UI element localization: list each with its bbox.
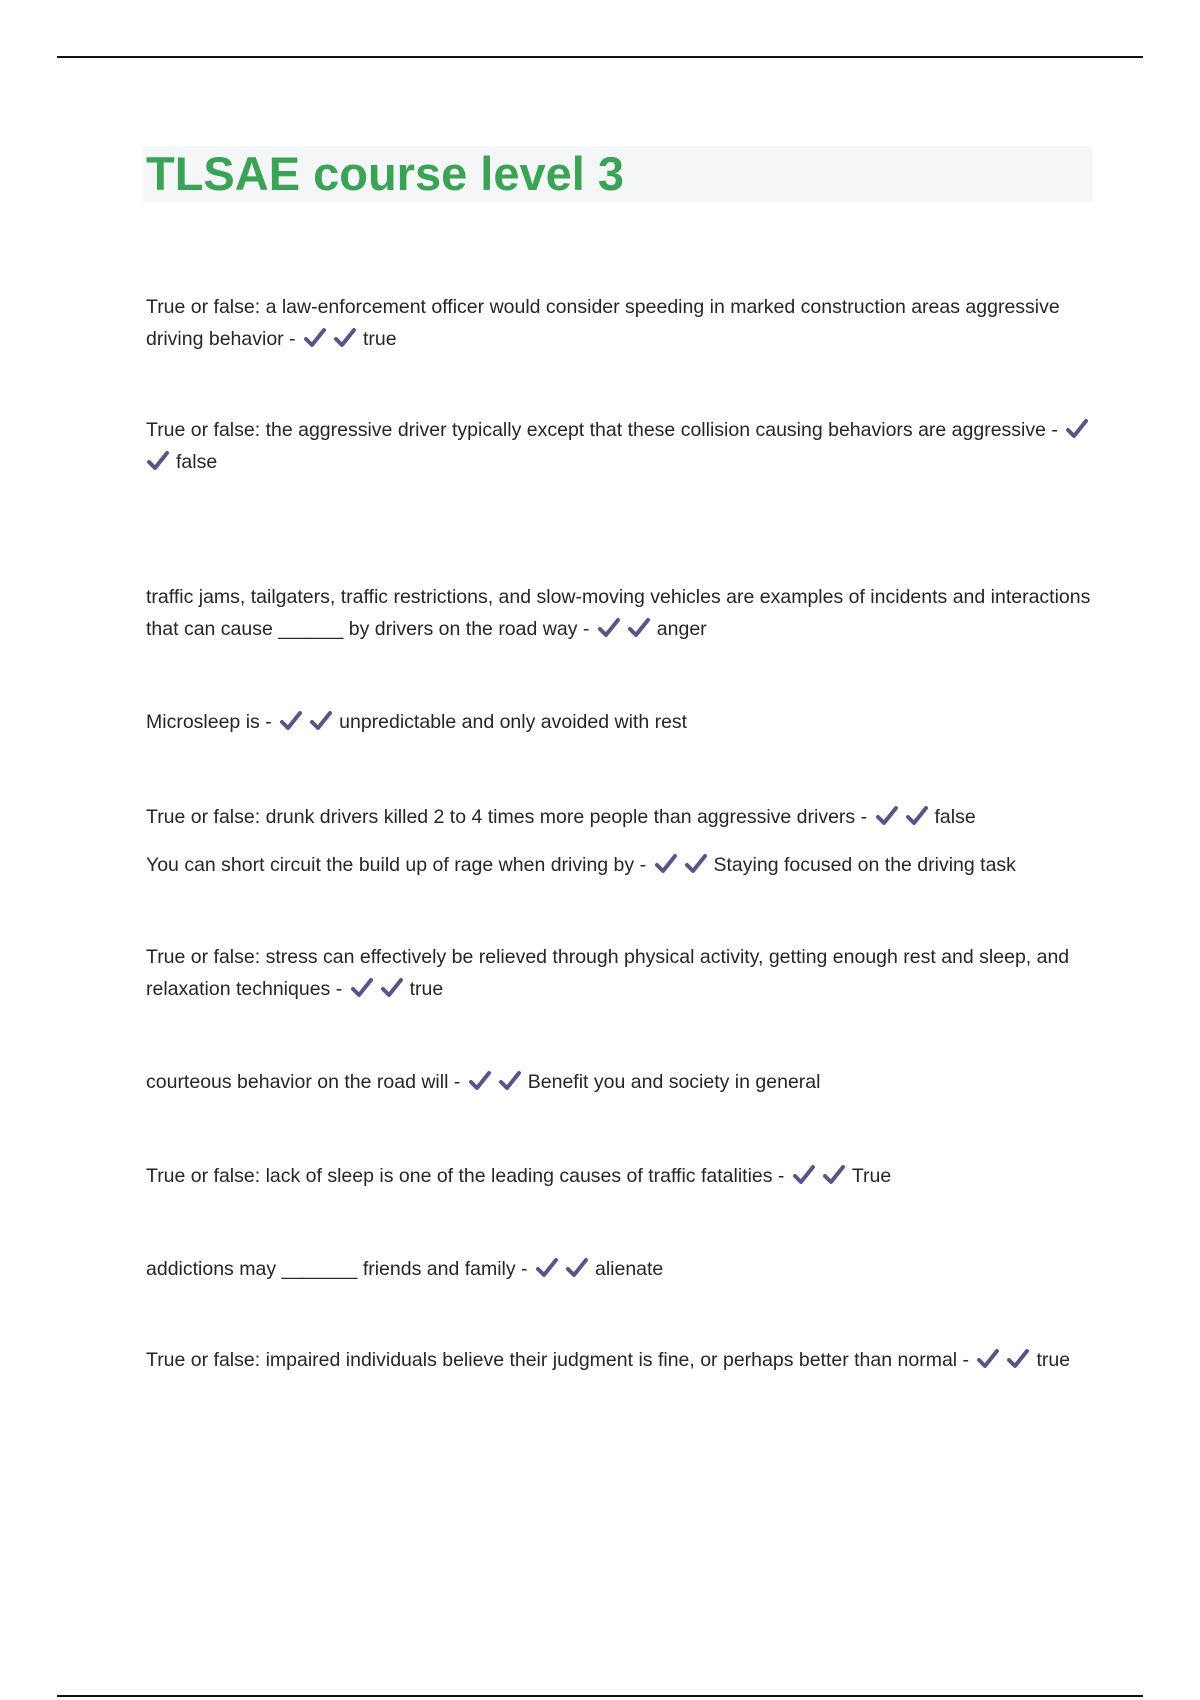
answer-text: Staying focused on the driving task bbox=[713, 854, 1016, 876]
answer-text: true bbox=[409, 978, 444, 1000]
check-icon bbox=[468, 1070, 492, 1092]
question-text: traffic jams, tailgaters, traffic restrictions, and slow-moving vehicles are examples of incidents and interactions that can cause ______ by drivers on the road way - bbox=[146, 586, 1091, 640]
qa-item bbox=[146, 849, 1101, 881]
check-icon bbox=[822, 1164, 846, 1186]
check-icon bbox=[1065, 418, 1089, 440]
question-text: courteous behavior on the road will - bbox=[146, 1071, 461, 1093]
qa-item bbox=[146, 1160, 1101, 1192]
check-icon bbox=[279, 710, 303, 732]
answer-text: true bbox=[1036, 1349, 1071, 1371]
question-text: addictions may _______ friends and family - bbox=[146, 1258, 528, 1280]
qa-item bbox=[146, 706, 1101, 738]
bottom-rule bbox=[57, 1695, 1143, 1697]
answer-text: unpredictable and only avoided with rest bbox=[339, 711, 688, 733]
check-icon bbox=[146, 450, 170, 472]
qa-item bbox=[146, 1344, 1101, 1376]
answer-text: true bbox=[363, 328, 397, 350]
check-icon bbox=[333, 327, 357, 349]
qa-item bbox=[146, 414, 1101, 478]
qa-item bbox=[146, 941, 1101, 1005]
check-icon bbox=[597, 617, 621, 639]
check-icon bbox=[905, 805, 929, 827]
check-icon bbox=[565, 1257, 589, 1279]
check-icon bbox=[380, 977, 404, 999]
answer-text: false bbox=[934, 806, 976, 828]
question-text: True or false: impaired individuals believe their judgment is fine, or perhaps better than normal - bbox=[146, 1349, 970, 1371]
question-text: True or false: a law-enforcement officer would consider speeding in marked construction areas aggressive driving behavior - bbox=[146, 296, 1060, 350]
check-icon bbox=[627, 617, 651, 639]
check-icon bbox=[309, 710, 333, 732]
question-text: True or false: stress can effectively be relieved through physical activity, getting enough rest and sleep, and relaxation techniques - bbox=[146, 946, 1070, 1000]
question-text: True or false: the aggressive driver typically except that these collision causing behaviors are aggressive - bbox=[146, 419, 1058, 441]
qa-item bbox=[146, 801, 1101, 833]
question-text: You can short circuit the build up of rage when driving by - bbox=[146, 854, 647, 876]
page-title: TLSAE course level 3 bbox=[146, 147, 625, 200]
question-text: True or false: lack of sleep is one of the leading causes of traffic fatalities - bbox=[146, 1165, 785, 1187]
qa-item bbox=[146, 1066, 1101, 1098]
answer-text: Benefit you and society in general bbox=[527, 1071, 821, 1093]
check-icon bbox=[1006, 1348, 1030, 1370]
qa-item bbox=[146, 1253, 1101, 1285]
check-icon bbox=[792, 1164, 816, 1186]
answer-text: alienate bbox=[594, 1258, 664, 1280]
check-icon bbox=[498, 1070, 522, 1092]
check-icon bbox=[654, 853, 678, 875]
answer-text: anger bbox=[656, 618, 707, 640]
top-rule bbox=[57, 56, 1143, 58]
check-icon bbox=[535, 1257, 559, 1279]
check-icon bbox=[875, 805, 899, 827]
check-icon bbox=[976, 1348, 1000, 1370]
question-text: True or false: drunk drivers killed 2 to 4 times more people than aggressive drivers - bbox=[146, 806, 868, 828]
check-icon bbox=[303, 327, 327, 349]
qa-item bbox=[146, 291, 1101, 355]
answer-text: True bbox=[851, 1165, 892, 1187]
check-icon bbox=[684, 853, 708, 875]
check-icon bbox=[350, 977, 374, 999]
question-text: Microsleep is - bbox=[146, 711, 272, 733]
qa-item bbox=[146, 581, 1101, 645]
answer-text: false bbox=[176, 451, 218, 473]
